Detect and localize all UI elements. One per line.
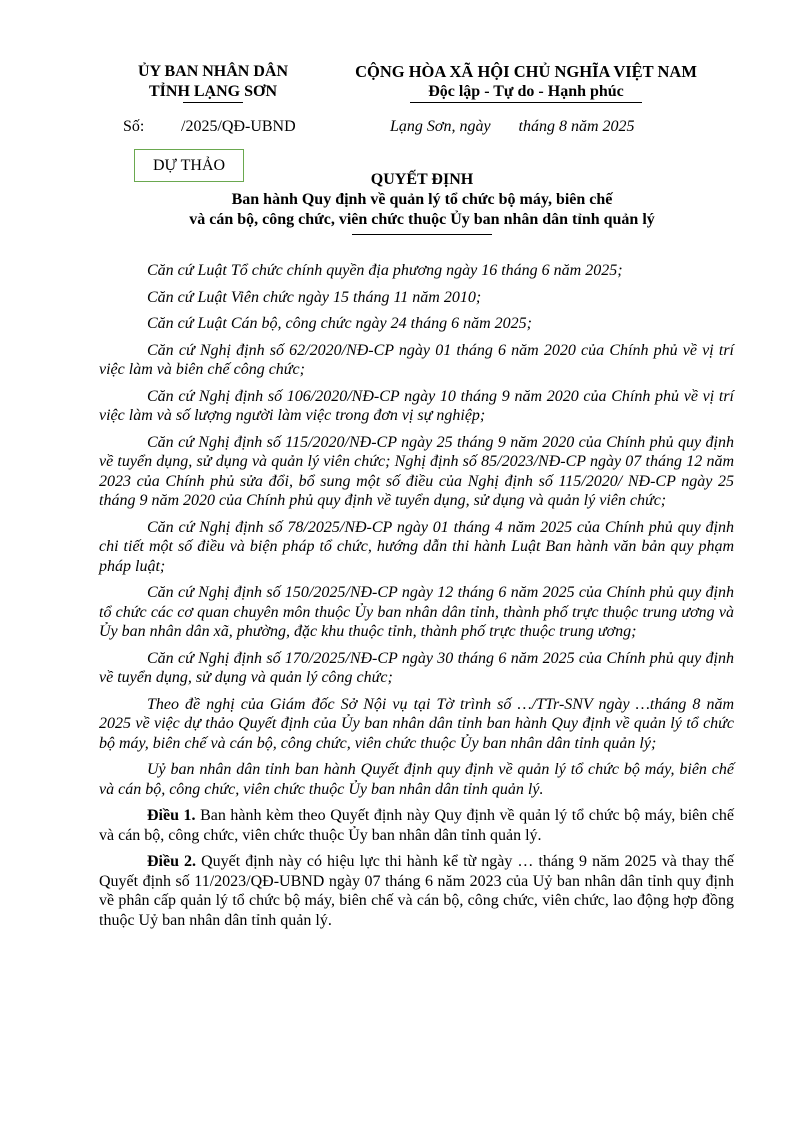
authority-line-1: ỦY BAN NHÂN DÂN	[137, 63, 289, 80]
legal-basis: Căn cứ Nghị định số 106/2020/NĐ-CP ngày 10 tháng 9 năm 2020 của Chính phủ về vị trí việc làm và số lượng người làm việc trong đơn vị sự nghiệp;	[99, 387, 734, 424]
article-2	[99, 852, 734, 930]
document-title: QUYẾT ĐỊNH	[370, 171, 474, 188]
legal-basis: Căn cứ Luật Tổ chức chính quyền địa phương ngày 16 tháng 6 năm 2025;	[147, 262, 623, 279]
number-value: /2025/QĐ-UBND	[181, 118, 296, 135]
legal-basis: Căn cứ Nghị định số 115/2020/NĐ-CP ngày 25 tháng 9 năm 2020 của Chính phủ quy định về tuyển dụng, sử dụng và quản lý viên chức; Nghị định số 85/2023/NĐ-CP ngày 07 tháng 12 năm 2023 của Chính phủ sửa đổi, bổ sung một số điều của Nghị định số 115/2020/ NĐ-CP ngày 25 tháng 9 năm 2020 của Chính phủ quy định về tuyển dụng, sử dụng và quản lý viên chức;	[99, 433, 734, 509]
legal-basis: Căn cứ Nghị định số 78/2025/NĐ-CP ngày 01 tháng 4 năm 2025 của Chính phủ quy định chi tiết một số điều và biện pháp tổ chức, hướng dẫn thi hành Luật Ban hành văn bản quy phạm pháp luật;	[99, 518, 734, 575]
motto-underline	[410, 102, 642, 103]
article-1-text: Ban hành kèm theo Quyết định này Quy định về quản lý tổ chức bộ máy, biên chế và cán bộ, công chức, viên chức thuộc Ủy ban nhân dân tỉnh quản lý.	[99, 807, 735, 844]
document-number	[123, 117, 296, 137]
article-2-label: Điều 2.	[147, 853, 197, 870]
article-1	[99, 806, 734, 845]
authority-line-2: TỈNH LẠNG SƠN	[148, 83, 278, 100]
document-body	[99, 261, 734, 937]
date-rest: tháng 8 năm 2025	[518, 118, 635, 135]
subtitle-line-2: và cán bộ, công chức, viên chức thuộc Ủy ban nhân dân tỉnh quản lý	[189, 211, 655, 228]
legal-basis: Căn cứ Nghị định số 170/2025/NĐ-CP ngày 30 tháng 6 năm 2025 của Chính phủ quy định về tuyển dụng, sử dụng và quản lý công chức;	[99, 649, 734, 686]
article-2-text: Quyết định này có hiệu lực thi hành kể từ ngày … tháng 9 năm 2025 và thay thế Quyết định số 11/2023/QĐ-UBND ngày 07 tháng 6 năm 2023 của Uỷ ban nhân dân tỉnh quy định về phân cấp quản lý tổ chức bộ máy, biên chế và cán bộ, công chức, viên chức, lao động hợp đồng thuộc Uỷ ban nhân dân tỉnh quản lý.	[99, 853, 734, 929]
title-block	[110, 170, 734, 235]
country-name: CỘNG HÒA XÃ HỘI CHỦ NGHĨA VIỆT NAM	[355, 62, 697, 81]
proposal-basis: Theo đề nghị của Giám đốc Sở Nội vụ tại Tờ trình số …/TTr-SNV ngày …tháng 8 năm 2025 về việc dự thảo Quyết định của Ủy ban nhân dân tỉnh ban hành Quy định về quản lý tổ chức bộ máy, biên chế và cán bộ, công chức, viên chức thuộc Ủy ban nhân dân tỉnh quản lý;	[99, 695, 734, 752]
draft-stamp: DỰ THẢO	[134, 149, 244, 182]
issuing-authority	[110, 62, 316, 103]
legal-basis: Căn cứ Nghị định số 62/2020/NĐ-CP ngày 01 tháng 6 năm 2020 của Chính phủ về vị trí việc làm và biên chế công chức;	[99, 341, 734, 378]
motto-line: Độc lập - Tự do - Hạnh phúc	[428, 83, 624, 100]
number-label: Số:	[123, 118, 145, 135]
legal-basis: Căn cứ Nghị định số 150/2025/NĐ-CP ngày 12 tháng 6 năm 2025 của Chính phủ quy định tổ chức các cơ quan chuyên môn thuộc Ủy ban nhân dân tỉnh, thành phố trực thuộc trung ương và Ủy ban nhân dân xã, phường, đặc khu thuộc tỉnh, thành phố trực thuộc trung ương;	[99, 584, 734, 640]
legal-basis: Căn cứ Luật Cán bộ, công chức ngày 24 tháng 6 năm 2025;	[147, 315, 532, 332]
date-place: Lạng Sơn, ngày	[390, 118, 491, 135]
legal-basis: Căn cứ Luật Viên chức ngày 15 tháng 11 năm 2010;	[147, 288, 482, 306]
authority-underline	[183, 102, 243, 103]
article-1-label: Điều 1.	[147, 807, 196, 824]
decision-statement: Uỷ ban nhân dân tỉnh ban hành Quyết định quy định về quản lý tổ chức bộ máy, biên chế và cán bộ, công chức, viên chức thuộc Ủy ban nhân dân tỉnh quản lý.	[99, 761, 734, 798]
document-date	[390, 117, 635, 137]
national-motto	[336, 62, 716, 103]
subtitle-line-1: Ban hành Quy định về quản lý tổ chức bộ máy, biên chế	[231, 191, 613, 208]
title-underline	[352, 234, 492, 235]
